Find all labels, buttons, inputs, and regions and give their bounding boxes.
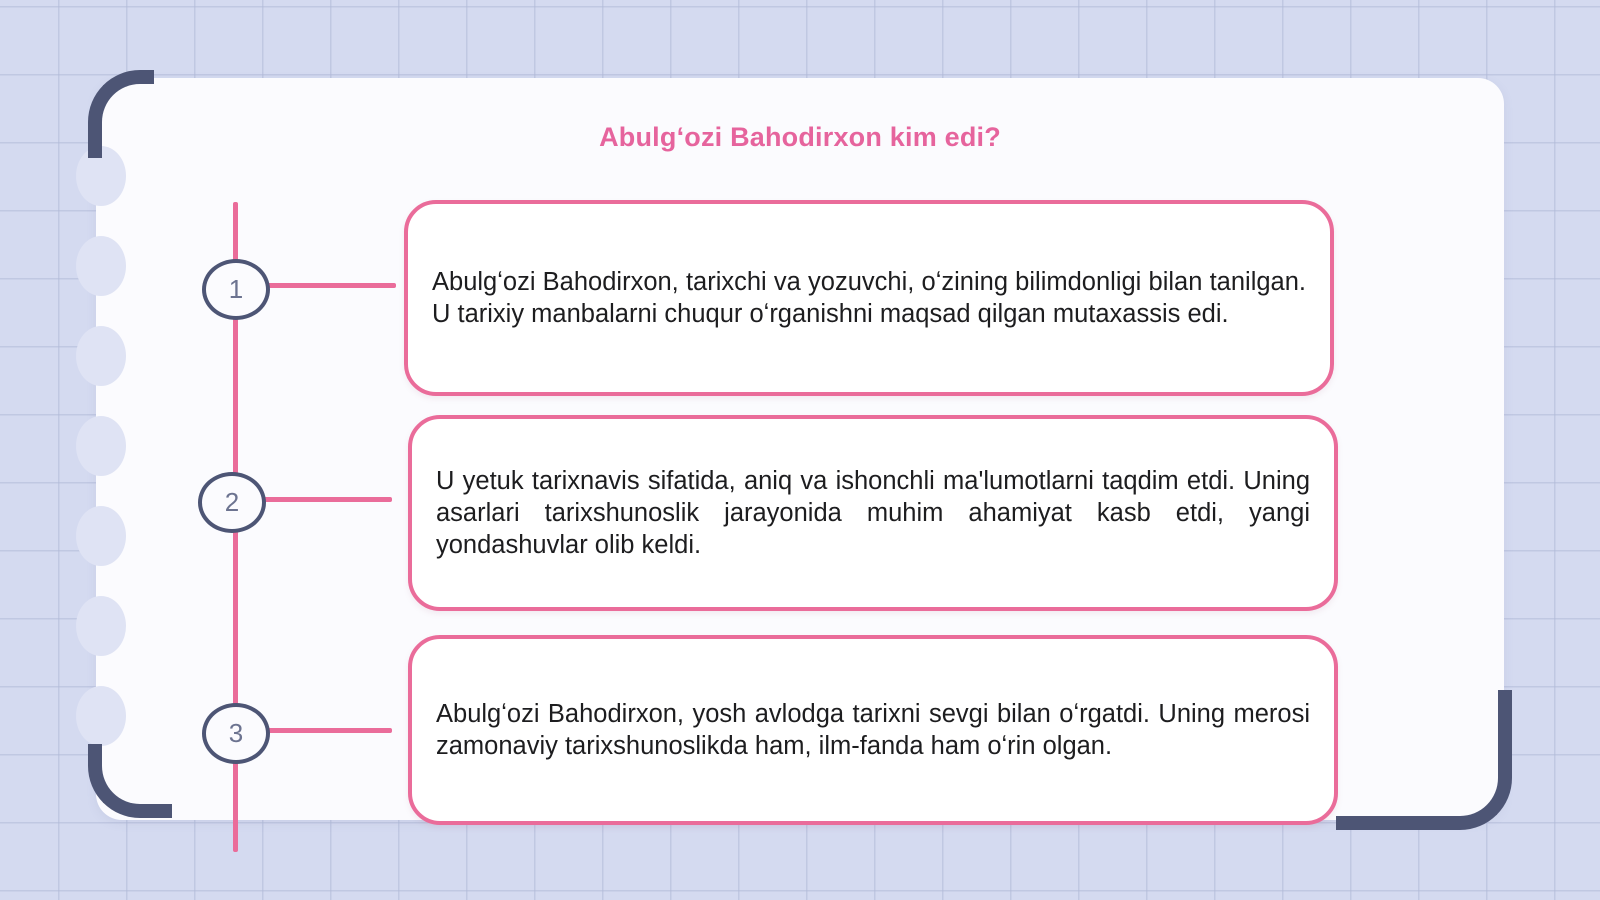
- timeline-connector: [264, 728, 392, 733]
- binder-hole: [76, 506, 126, 566]
- card-text: Abulgʻozi Bahodirxon, tarixchi va yozuvchi, oʻzining bilimdonligi bilan tanilgan. U tarixiy manbalarni chuqur oʻrganishni maqsad qilgan mutaxassis edi.: [432, 268, 1306, 328]
- step-number-3: 3: [202, 703, 270, 764]
- binder-hole: [76, 236, 126, 296]
- corner-bracket-top-left: [88, 70, 154, 158]
- binder-hole: [76, 326, 126, 386]
- timeline-card-3: [408, 635, 1338, 825]
- binder-hole: [76, 596, 126, 656]
- card-text: Abulgʻozi Bahodirxon, yosh avlodga tarixni sevgi bilan oʻrgatdi. Uning merosi zamonaviy tarixshunoslikda ham, ilm-fanda ham oʻrin olgan.: [436, 700, 1310, 760]
- step-number-2: 2: [198, 472, 266, 533]
- timeline-connector: [260, 497, 392, 502]
- slide-title: Abulgʻozi Bahodirxon kim edi?: [599, 122, 1001, 152]
- step-number-1: 1: [202, 259, 270, 320]
- binder-hole: [76, 686, 126, 746]
- corner-bracket-bottom-right: [1336, 690, 1512, 830]
- timeline-card-2: [408, 415, 1338, 611]
- binder-hole: [76, 416, 126, 476]
- card-text: U yetuk tarixnavis sifatida, aniq va ishonchli ma'lumotlarni taqdim etdi. Uning asarlari tarixshunoslik jarayonida muhim ahamiyat kasb etdi, yangi yondashuvlar olib keldi.: [436, 467, 1310, 559]
- timeline-card-1: [404, 200, 1334, 396]
- timeline-connector: [264, 283, 396, 288]
